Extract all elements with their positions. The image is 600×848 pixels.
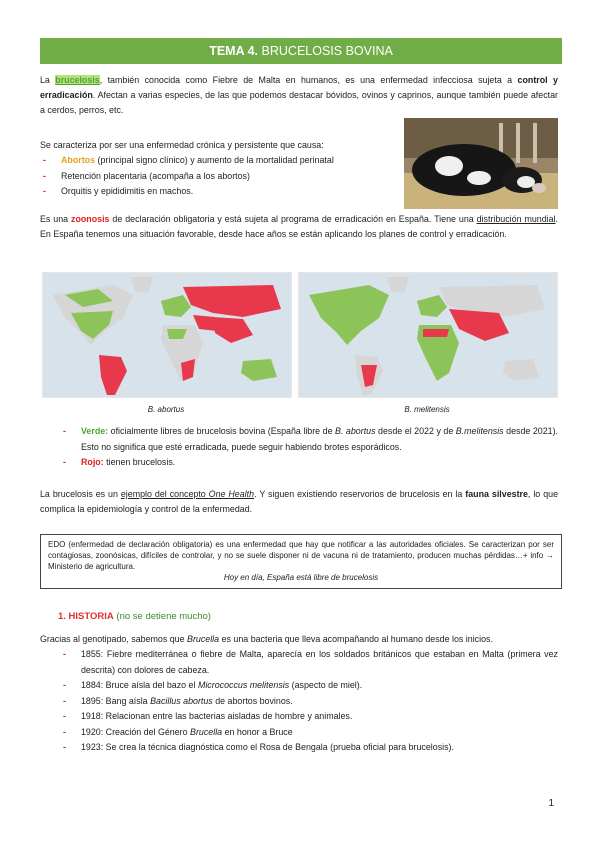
list-item: - 1855: Fiebre mediterránea o fiebre de Malta, aparecía en los soldados británicos que estaban en Malta (primera vez descrita) con dolores de cabeza. [60, 647, 558, 678]
term-distribucion-mundial: distribución mundial [476, 214, 556, 224]
map-legend-list [60, 424, 558, 471]
characteristics-lead: Se caracteriza por ser una enfermedad crónica y persistente que causa: [40, 140, 324, 150]
edo-note-box [40, 534, 562, 589]
page-number: 1 [548, 798, 554, 809]
list-item: - Retención placentaria (acompaña a los abortos) [40, 169, 400, 185]
edo-note-caption: Hoy en día, España está libre de brucelosis [223, 573, 379, 582]
symptoms-list [40, 153, 400, 200]
list-item: - 1918: Relacionan entre las bacterias aisladas de hombre y animales. [60, 709, 558, 725]
section-heading-historia: 1. HISTORIA (no se detiene mucho) [58, 611, 211, 622]
intro-bold: control y erradicación [40, 75, 558, 100]
intro-text-c: . Afectan a varias especies, de las que podemos destacar bóvidos, ovinos y caprinos, aunque también puede afectar a cerdos, perros, etc. [40, 90, 558, 115]
edo-note-text: EDO (enfermedad de declaración obligatoria) es una enfermedad que hay que notificar a las autoridades oficiales. Se caracterizan por ser contagiosas, zoonósicas, difíciles de controlar, y no se suele disponer ni de vacuna ni de tratamiento, producen muchas pérdidas…+ info → Ministerio de agricultura. [48, 540, 554, 571]
historia-intro: Gracias al genotipado, sabemos que Brucella es una bacteria que lleva acompañando al humano desde los inicios. [40, 634, 493, 644]
list-item: - 1923: Se crea la técnica diagnóstica como el Rosa de Bengala (prueba oficial para brucelosis). [60, 740, 558, 756]
list-item: - 1884: Bruce aísla del bazo el Micrococcus melitensis (aspecto de miel). [60, 678, 558, 694]
chapter-title: BRUCELOSIS BOVINA [258, 44, 393, 58]
list-item: - 1895: Bang aísla Bacillus abortus de abortos bovinos. [60, 694, 558, 710]
chapter-title-banner [40, 38, 562, 64]
term-brucelosis: brucelosis [55, 75, 100, 85]
cow-photo [404, 118, 558, 209]
list-item: - Abortos (principal signo clínico) y aumento de la mortalidad perinatal [40, 153, 400, 169]
intro-paragraph [40, 73, 558, 118]
legend-green: - Verde: oficialmente libres de brucelosis bovina (España libre de B. abortus desde el 2022 y de B.melitensis desde 2021). Esto no significa que esté erradicada, puede seguir habiendo brotes esporádicos. [60, 424, 558, 455]
chapter-number: TEMA 4. [209, 44, 259, 58]
list-item: - Orquitis y epididimitis en machos. [40, 184, 400, 200]
term-zoonosis: zoonosis [71, 214, 110, 224]
map-caption-melitensis: B. melitensis [404, 405, 450, 414]
historia-timeline [60, 647, 558, 756]
legend-red: - Rojo: tienen brucelosis. [60, 455, 558, 471]
map-b-abortus [42, 272, 292, 398]
map-caption-abortus: B. abortus [147, 405, 185, 414]
zoonosis-paragraph: Es una zoonosis de declaración obligatoria y está sujeta al programa de erradicación en España. Tiene una distribución mundial. En España tenemos una situación favorable, desde hace años se están aplicando los planes de control y erradicación. [40, 214, 558, 239]
onehealth-paragraph: La brucelosis es un ejemplo del concepto One Health. Y siguen existiendo reservorios de brucelosis en la fauna silvestre, lo que complica la epidemiología y control de la enfermedad. [40, 489, 559, 514]
intro-text-a: La [40, 75, 56, 85]
intro-text-b: , también conocida como Fiebre de Malta en humanos, es una enfermedad infecciosa sujeta a [99, 75, 518, 85]
list-item: - 1920: Creación del Género Brucella en honor a Bruce [60, 725, 558, 741]
map-b-melitensis [298, 272, 558, 398]
